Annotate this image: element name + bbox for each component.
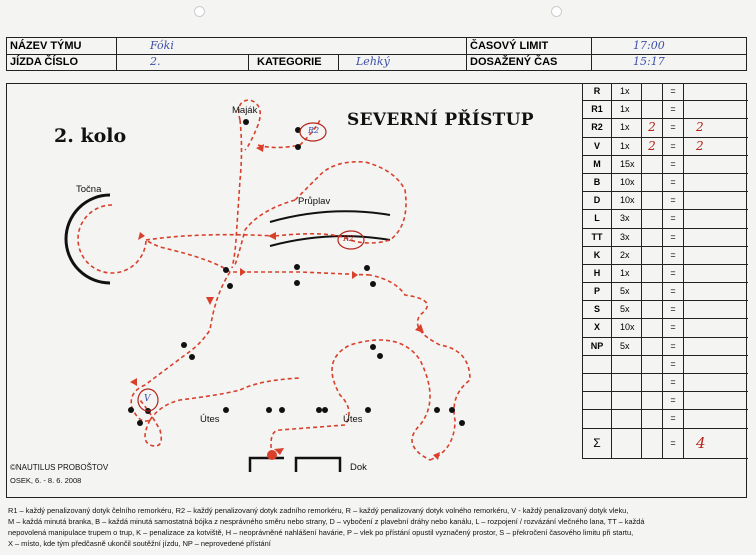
penalty-code: R [583,83,612,100]
penalty-code: H [583,265,612,282]
penalty-row [583,83,748,101]
penalty-equals: = [670,267,676,278]
sum-equals: = [670,437,676,448]
penalty-code: R1 [583,101,612,118]
penalty-row [583,192,748,210]
penalty-equals: = [670,395,676,406]
penalty-count[interactable] [641,338,663,355]
penalty-count[interactable] [641,192,663,209]
penalty-row [583,319,748,337]
achieved-time-value[interactable] [592,54,746,70]
penalty-multiplier: 1x [620,140,630,151]
penalty-total[interactable] [683,301,747,318]
penalty-row [583,410,748,428]
sum-label: Σ [583,429,612,458]
penalty-multiplier: 3x [620,213,630,224]
penalty-row [583,301,748,319]
penalty-row [583,338,748,356]
penalty-count[interactable] [641,247,663,264]
penalty-total[interactable] [683,356,747,373]
penalty-count[interactable] [641,356,663,373]
penalty-total[interactable] [683,229,747,246]
run-label: JÍZDA ČÍSLO [7,54,117,70]
penalty-total[interactable] [683,319,747,336]
penalty-total[interactable] [683,410,747,427]
penalty-multiplier [611,392,641,409]
penalty-total[interactable] [683,338,747,355]
penalty-row [583,138,748,156]
dock-right [296,458,340,472]
penalty-row [583,174,748,192]
r2-mark: R2 [308,126,320,135]
penalty-multiplier: 5x [620,340,630,351]
penalty-count[interactable] [641,301,663,318]
r2b-mark: R2 [343,234,355,243]
penalty-count[interactable] [641,283,663,300]
canal-upper-line [270,211,390,222]
team-label: NÁZEV TÝMU [7,38,117,54]
penalty-code: S [583,301,612,318]
penalty-count[interactable]: 2 [641,119,663,136]
run-value-text: 2. [150,55,161,68]
v-mark: V [144,394,151,404]
legend-line-1: R1 – každý penalizovaný dotyk čelního remorkéru, R2 – každý penalizovaný dotyk zadního remorkéru, R – každý penalizovaný dotyk volného remorkéru, V - každý penalizovaný dotyk vleku, [8,506,629,515]
penalty-multiplier: 1x [620,104,630,115]
penalty-equals: = [670,377,676,387]
penalty-multiplier: 10x [620,176,635,187]
penalty-code [583,356,612,373]
penalty-total[interactable] [683,210,747,227]
penalty-multiplier: 1x [620,267,630,278]
penalty-equals: = [670,195,676,206]
penalty-count[interactable] [641,392,663,409]
penalty-count[interactable] [641,229,663,246]
penalty-multiplier [611,356,641,373]
penalty-count[interactable] [641,101,663,118]
penalty-code: R2 [583,119,612,136]
penalty-total[interactable] [683,265,747,282]
penalty-equals: = [670,358,676,369]
time-limit-label: ČASOVÝ LIMIT [467,38,592,54]
penalty-total[interactable] [683,392,747,409]
legend-line-4: X – místo, kde tým předčasně ukončil soutěžní jízdu, NP – neprovedené přístání [8,539,271,548]
penalty-equals: = [670,231,676,242]
penalty-equals: = [670,86,676,96]
penalty-multiplier: 5x [620,286,630,297]
pruplav-label: Průplav [298,196,331,207]
penalty-multiplier: 10x [620,322,635,333]
dock-left [250,458,284,472]
penalty-equals: = [670,322,676,333]
penalty-row [583,374,748,392]
penalty-total[interactable] [683,101,747,118]
penalty-multiplier: 1x [620,122,630,133]
penalty-code: V [583,138,612,155]
legend-line-3: nepovolená manipulace trupem o trup, K – penalizace za kotviště, H – neoprávněné nahlášení havárie, P – vlek po přístání opustil vyznačený prostor, S – překročení časového limitu při startu, [8,528,634,537]
penalty-equals: = [670,340,676,351]
penalty-code [583,374,612,391]
penalty-code: NP [583,338,612,355]
penalty-code [583,392,612,409]
penalty-count[interactable] [641,83,663,100]
penalty-equals: = [670,158,676,169]
penalty-count[interactable] [641,174,663,191]
penalty-total[interactable] [683,192,747,209]
legend [8,505,746,549]
penalty-total[interactable] [683,156,747,173]
achieved-time-label: DOSAŽENÝ ČAS [467,54,592,70]
penalty-multiplier: 3x [620,231,630,242]
penalty-equals: = [670,249,676,260]
penalty-count[interactable] [641,265,663,282]
category-label: KATEGORIE [249,54,339,70]
penalty-code: D [583,192,612,209]
route-path [131,100,470,460]
penalty-row [583,283,748,301]
penalty-row [583,247,748,265]
team-value-text: Fóki [150,39,174,52]
penalty-code: L [583,210,612,227]
achieved-time-text: 15:17 [633,55,665,68]
penalty-count[interactable] [641,374,663,391]
penalty-code: M [583,156,612,173]
penalty-count[interactable] [641,410,663,427]
round-title: 2. kolo [54,125,127,147]
penalty-count[interactable] [641,319,663,336]
time-limit-value[interactable] [592,38,746,54]
penalty-total[interactable] [683,174,747,191]
tocna-outer-arc [66,195,110,283]
penalty-total[interactable] [683,374,747,391]
credit-date: OSEK, 6. - 8. 6. 2008 [10,476,82,485]
tocna-route-arc [78,205,146,273]
penalty-equals: = [670,140,676,151]
penalty-row [583,392,748,410]
penalty-count[interactable] [641,210,663,227]
majak-label: Maják [232,105,258,116]
penalty-total[interactable]: 2 [683,119,747,136]
penalty-equals: = [670,286,676,297]
category-value-text: Lehký [356,55,390,68]
route-arrows [130,144,440,460]
sum-value[interactable]: 4 [683,429,747,458]
penalty-row [583,156,748,174]
penalty-total[interactable] [683,283,747,300]
penalty-row [583,265,748,283]
penalty-equals: = [670,213,676,224]
penalty-code [583,410,612,427]
time-limit-text: 17:00 [633,39,665,52]
penalty-row [583,356,748,374]
penalty-equals: = [670,104,676,115]
penalty-table [582,83,748,459]
penalty-code: K [583,247,612,264]
penalty-total[interactable]: 2 [683,138,747,155]
penalty-code: X [583,319,612,336]
penalty-sum-row [583,429,748,459]
credit: ©NAUTILUS PROBOŠTOV [10,463,109,472]
penalty-multiplier [611,374,641,391]
utes-label-2: Útes [343,414,363,425]
penalty-multiplier: 10x [620,195,635,206]
tocna-label: Točna [76,184,102,195]
penalty-code: TT [583,229,612,246]
legend-line-2: M – každá minutá branka, B – každá minutá samostatná bójka z nesprávného směru nebo strany, D – vybočení z plavební dráhy nebo kanálu, L – rozpojení / rozvázání vlečného lana, TT – každá [8,517,645,526]
penalty-count[interactable]: 2 [641,138,663,155]
penalty-row [583,210,748,228]
penalty-multiplier: 15x [620,158,635,169]
utes-label-1: Útes [200,414,220,425]
penalty-equals: = [670,122,676,133]
canal-lower-line [270,236,390,246]
penalty-equals: = [670,304,676,315]
penalty-multiplier: 2x [620,249,630,260]
course-title: SEVERNÍ PŘÍSTUP [347,110,534,130]
penalty-multiplier: 1x [620,86,630,96]
penalty-count[interactable] [641,156,663,173]
penalty-row [583,101,748,119]
penalty-code: P [583,283,612,300]
dok-label: Dok [350,462,367,473]
penalty-code: B [583,174,612,191]
penalty-row [583,229,748,247]
penalty-equals: = [670,176,676,187]
penalty-multiplier [611,410,641,427]
penalty-total[interactable] [683,83,747,100]
penalty-row [583,119,748,137]
penalty-equals: = [670,413,676,424]
penalty-multiplier: 5x [620,304,630,315]
penalty-total[interactable] [683,247,747,264]
